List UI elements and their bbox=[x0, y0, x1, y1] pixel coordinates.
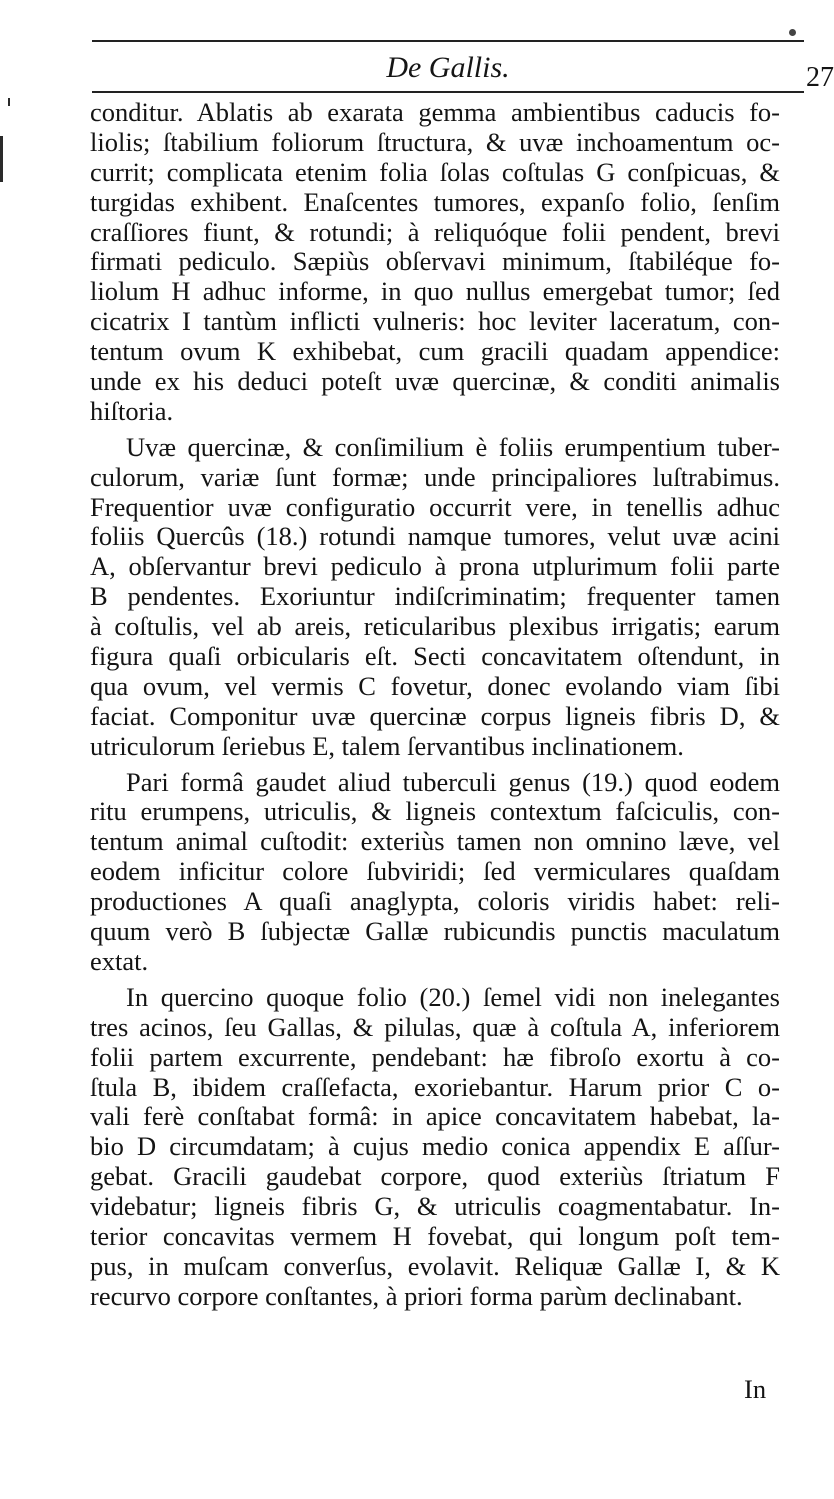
catchword: In bbox=[744, 1374, 767, 1404]
text-line: folii partem excurrente, pendebant: hæ fibroſo exortu à co- bbox=[90, 1041, 780, 1072]
text-line: bio D circumdatam; à cujus medio conica appendix E aſſur- bbox=[90, 1131, 780, 1162]
text-line: qua ovum, vel vermis C fovetur, donec evolando viam ſibi bbox=[90, 670, 780, 701]
text-line: Uvæ quercinæ, & conſimilium è foliis erumpentium tuber- bbox=[126, 431, 780, 462]
text-line: unde ex his deduci poteſt uvæ quercinæ, & conditi animalis bbox=[90, 366, 780, 397]
text-line: liolis; ſtabilium foliorum ſtructura, & uvæ inchoamentum oc- bbox=[90, 126, 780, 157]
text-line: foliis Quercûs (18.) rotundi namque tumores, velut uvæ acini bbox=[90, 521, 780, 552]
text-line: recurvo corpore conſtantes, à priori forma parùm declinabant. bbox=[90, 1280, 743, 1311]
text-line: faciat. Componitur uvæ quercinæ corpus ligneis fibris D, & bbox=[90, 700, 780, 731]
text-line: extat. bbox=[90, 945, 149, 976]
running-title: De Gallis. bbox=[386, 51, 510, 84]
text-line: utriculorum ſeriebus E, talem ſervantibus inclinationem. bbox=[90, 730, 684, 761]
ink-spot bbox=[789, 29, 796, 36]
paragraph bbox=[90, 98, 780, 427]
text-line: A, obſervantur brevi pediculo à prona utplurimum folii parte bbox=[90, 551, 780, 582]
text-line: figura quaſi orbicularis eſt. Secti concavitatem oſtendunt, in bbox=[90, 641, 780, 672]
body-text bbox=[90, 98, 780, 1318]
text-line: currit; complicata etenim folia ſolas coſtulas G conſpicuas, & bbox=[90, 156, 780, 187]
text-line: à coſtulis, vel ab areis, reticularibus plexibus irrigatis; earum bbox=[90, 611, 780, 642]
header-rule-top bbox=[92, 40, 804, 42]
text-line: culorum, variæ ſunt formæ; unde principaliores luſtrabimus. bbox=[90, 461, 780, 492]
text-line: terior concavitas vermem H fovebat, qui longum poſt tem- bbox=[90, 1220, 780, 1251]
text-line: cicatrix I tantùm inflicti vulneris: hoc leviter laceratum, con- bbox=[90, 306, 780, 337]
text-line: firmati pediculo. Sæpiùs obſervavi minimum, ſtabiléque fo- bbox=[90, 246, 780, 277]
text-line: vali ferè conſtabat formâ: in apice concavitatem habebat, la- bbox=[90, 1101, 780, 1132]
text-line: B pendentes. Exoriuntur indiſcriminatim; frequenter tamen bbox=[90, 581, 780, 612]
text-line: quum verò B ſubjectæ Gallæ rubicundis punctis maculatum bbox=[90, 916, 780, 947]
page-number: 27 bbox=[806, 62, 834, 93]
header-rule-bottom bbox=[92, 91, 804, 93]
text-line: craſſiores fiunt, & rotundi; à reliquóque folii pendent, brevi bbox=[90, 216, 780, 247]
text-line: conditur. Ablatis ab exarata gemma ambientibus caducis fo- bbox=[90, 97, 780, 127]
text-line: ſtula B, ibidem craſſefacta, exoriebantur. Harum prior C o- bbox=[90, 1071, 780, 1102]
text-line: hiſtoria. bbox=[90, 395, 174, 426]
text-line: turgidas exhibent. Enaſcentes tumores, expanſo folio, ſenſim bbox=[90, 186, 780, 217]
text-line: tres acinos, ſeu Gallas, & pilulas, quæ à coſtula A, inferiorem bbox=[90, 1011, 780, 1042]
text-line: Frequentior uvæ configuratio occurrit vere, in tenellis adhuc bbox=[90, 491, 780, 522]
paragraph bbox=[90, 768, 780, 977]
binding-mark bbox=[0, 136, 3, 182]
binding-mark bbox=[8, 98, 10, 106]
text-line: Pari formâ gaudet aliud tuberculi genus (19.) quod eodem bbox=[126, 766, 780, 797]
text-line: pus, in muſcam converſus, evolavit. Reliquæ Gallæ I, & K bbox=[90, 1250, 780, 1281]
text-line: liolum H adhuc informe, in quo nullus emergebat tumor; ſed bbox=[90, 276, 780, 307]
text-line: productiones A quaſi anaglypta, coloris viridis habet: reli- bbox=[90, 886, 780, 917]
text-line: eodem inficitur colore ſubviridi; ſed vermiculares quaſdam bbox=[90, 856, 780, 887]
text-line: tentum animal cuſtodit: exteriùs tamen non omnino læve, vel bbox=[90, 826, 780, 857]
text-line: ritu erumpens, utriculis, & ligneis contextum faſciculis, con- bbox=[90, 796, 780, 827]
text-line: tentum ovum K exhibebat, cum gracili quadam appendice: bbox=[90, 336, 780, 367]
text-line: videbatur; ligneis fibris G, & utriculis coagmentabatur. In- bbox=[90, 1191, 780, 1222]
paragraph bbox=[90, 433, 780, 762]
text-line: gebat. Gracili gaudebat corpore, quod exteriùs ſtriatum F bbox=[90, 1161, 780, 1192]
paragraph bbox=[90, 983, 780, 1312]
text-line: In quercino quoque folio (20.) ſemel vidi non inelegantes bbox=[126, 981, 780, 1012]
